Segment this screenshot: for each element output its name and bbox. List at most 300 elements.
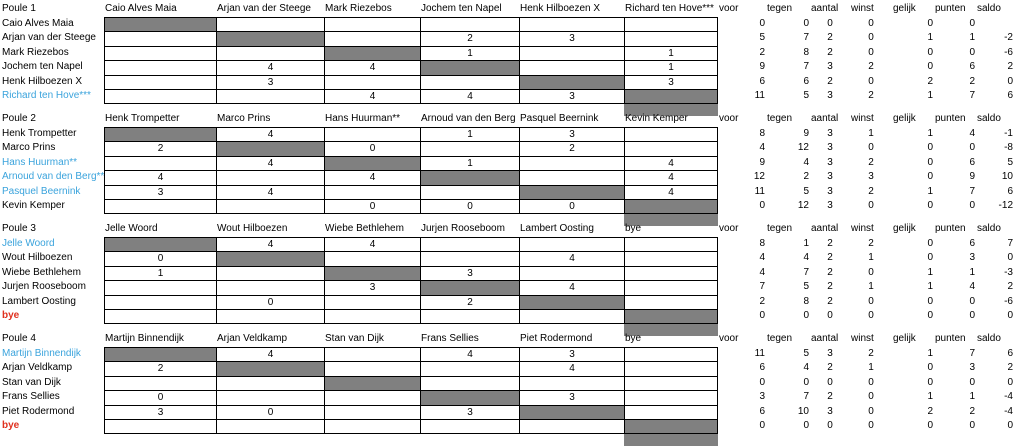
score-cell[interactable]: 2 — [104, 141, 216, 156]
stat-cell[interactable]: 2 — [934, 75, 976, 90]
stat-cell[interactable] — [976, 17, 1014, 32]
stat-cell[interactable]: 0 — [934, 295, 976, 310]
score-cell[interactable] — [624, 127, 718, 142]
score-cell[interactable] — [216, 280, 324, 295]
score-cell[interactable] — [216, 266, 324, 281]
stat-cell[interactable]: -8 — [976, 141, 1014, 156]
score-cell[interactable] — [216, 199, 324, 214]
stat-cell[interactable]: 2 — [850, 156, 892, 171]
self-match-cell[interactable] — [420, 60, 519, 75]
self-match-cell[interactable] — [324, 46, 420, 61]
stat-cell[interactable]: 0 — [892, 309, 934, 324]
stat-header[interactable]: gelijk — [892, 332, 934, 347]
score-cell[interactable]: 3 — [519, 31, 624, 46]
stat-cell[interactable]: 1 — [934, 31, 976, 46]
score-cell[interactable] — [420, 237, 519, 252]
stat-cell[interactable]: 8 — [718, 237, 766, 252]
score-cell[interactable]: 2 — [420, 31, 519, 46]
column-header[interactable]: Wout Hilboezen — [216, 222, 324, 237]
stat-cell[interactable]: -2 — [976, 31, 1014, 46]
self-match-cell[interactable] — [519, 295, 624, 310]
score-cell[interactable] — [324, 295, 420, 310]
score-cell[interactable]: 4 — [420, 89, 519, 104]
score-cell[interactable] — [324, 390, 420, 405]
player-name[interactable]: bye — [0, 419, 104, 434]
score-cell[interactable] — [624, 361, 718, 376]
stat-header[interactable]: winst — [850, 332, 892, 347]
stat-cell[interactable]: 0 — [934, 141, 976, 156]
stat-header[interactable]: tegen — [766, 222, 810, 237]
stat-cell[interactable]: 11 — [718, 185, 766, 200]
player-name[interactable]: bye — [0, 309, 104, 324]
score-cell[interactable]: 1 — [104, 266, 216, 281]
score-cell[interactable]: 3 — [519, 127, 624, 142]
self-match-cell[interactable] — [324, 376, 420, 391]
stat-cell[interactable]: 0 — [976, 419, 1014, 434]
player-name[interactable]: Lambert Oosting — [0, 295, 104, 310]
self-match-cell[interactable] — [104, 237, 216, 252]
stat-cell[interactable]: 0 — [850, 390, 892, 405]
stat-cell[interactable]: -3 — [976, 266, 1014, 281]
pool-title[interactable]: Poule 1 — [0, 2, 104, 17]
score-cell[interactable] — [519, 419, 624, 434]
column-header[interactable]: Wiebe Bethlehem — [324, 222, 420, 237]
score-cell[interactable] — [519, 156, 624, 171]
stat-header[interactable]: tegen — [766, 2, 810, 17]
stat-cell[interactable]: 9 — [934, 170, 976, 185]
stat-cell[interactable]: 10 — [976, 170, 1014, 185]
player-name[interactable]: Wout Hilboezen — [0, 251, 104, 266]
stat-cell[interactable]: 4 — [718, 251, 766, 266]
stat-cell[interactable]: 0 — [718, 376, 766, 391]
score-cell[interactable]: 4 — [216, 156, 324, 171]
score-cell[interactable]: 4 — [519, 361, 624, 376]
stat-cell[interactable]: 5 — [976, 156, 1014, 171]
score-cell[interactable] — [104, 60, 216, 75]
score-cell[interactable] — [324, 361, 420, 376]
score-cell[interactable] — [216, 46, 324, 61]
stat-header[interactable]: tegen — [766, 332, 810, 347]
stat-cell[interactable]: 2 — [976, 280, 1014, 295]
stat-cell[interactable]: 3 — [810, 199, 850, 214]
stat-cell[interactable]: 7 — [934, 347, 976, 362]
score-cell[interactable] — [624, 376, 718, 391]
self-match-cell[interactable] — [519, 75, 624, 90]
score-cell[interactable] — [216, 419, 324, 434]
score-cell[interactable]: 0 — [216, 295, 324, 310]
player-name[interactable]: Arnoud van den Berg** — [0, 170, 104, 185]
score-cell[interactable] — [104, 31, 216, 46]
pool-title[interactable]: Poule 2 — [0, 112, 104, 127]
stat-cell[interactable]: 1 — [850, 251, 892, 266]
stat-cell[interactable]: 1 — [892, 31, 934, 46]
stat-cell[interactable]: 6 — [766, 75, 810, 90]
stat-cell[interactable]: 0 — [976, 251, 1014, 266]
score-cell[interactable] — [624, 31, 718, 46]
stat-cell[interactable]: 3 — [850, 170, 892, 185]
stat-cell[interactable]: 8 — [766, 295, 810, 310]
stat-header[interactable]: saldo — [976, 2, 1014, 17]
score-cell[interactable] — [104, 89, 216, 104]
stat-cell[interactable]: 0 — [850, 46, 892, 61]
stat-cell[interactable]: 3 — [934, 251, 976, 266]
stat-cell[interactable]: 1 — [892, 89, 934, 104]
score-cell[interactable] — [216, 376, 324, 391]
stat-cell[interactable]: 3 — [810, 141, 850, 156]
stat-cell[interactable]: -12 — [976, 199, 1014, 214]
score-cell[interactable] — [519, 17, 624, 32]
self-match-cell[interactable] — [420, 170, 519, 185]
score-cell[interactable] — [104, 376, 216, 391]
stat-header[interactable]: punten — [934, 222, 976, 237]
stat-cell[interactable]: 0 — [810, 309, 850, 324]
stat-cell[interactable]: 5 — [766, 280, 810, 295]
stat-cell[interactable]: 0 — [934, 17, 976, 32]
self-match-cell[interactable] — [519, 185, 624, 200]
score-cell[interactable]: 3 — [519, 347, 624, 362]
score-cell[interactable] — [324, 309, 420, 324]
score-cell[interactable] — [104, 46, 216, 61]
self-match-cell[interactable] — [624, 419, 718, 434]
stat-cell[interactable]: 0 — [934, 46, 976, 61]
stat-cell[interactable]: 5 — [766, 185, 810, 200]
stat-cell[interactable]: 4 — [766, 361, 810, 376]
stat-header[interactable]: aantal — [810, 332, 850, 347]
stat-cell[interactable]: 2 — [810, 251, 850, 266]
player-name[interactable]: Frans Sellies — [0, 390, 104, 405]
score-cell[interactable]: 3 — [104, 185, 216, 200]
stat-cell[interactable]: 4 — [934, 127, 976, 142]
score-cell[interactable] — [420, 251, 519, 266]
stat-cell[interactable]: 0 — [892, 419, 934, 434]
stat-cell[interactable]: 2 — [766, 170, 810, 185]
stat-cell[interactable]: -4 — [976, 405, 1014, 420]
score-cell[interactable]: 3 — [104, 405, 216, 420]
stat-cell[interactable]: 7 — [934, 185, 976, 200]
score-cell[interactable] — [104, 419, 216, 434]
stat-header[interactable]: voor — [718, 2, 766, 17]
stat-cell[interactable]: 2 — [810, 75, 850, 90]
stat-cell[interactable]: 0 — [934, 309, 976, 324]
stat-header[interactable]: voor — [718, 112, 766, 127]
stat-cell[interactable]: 0 — [892, 361, 934, 376]
score-cell[interactable] — [519, 309, 624, 324]
score-cell[interactable]: 4 — [624, 185, 718, 200]
score-cell[interactable]: 4 — [216, 60, 324, 75]
stat-header[interactable]: winst — [850, 112, 892, 127]
score-cell[interactable] — [104, 199, 216, 214]
score-cell[interactable] — [519, 170, 624, 185]
score-cell[interactable]: 2 — [104, 361, 216, 376]
column-header[interactable]: Richard ten Hove*** — [624, 2, 718, 17]
score-cell[interactable]: 4 — [324, 170, 420, 185]
stat-cell[interactable]: 0 — [850, 75, 892, 90]
player-name[interactable]: Piet Rodermond — [0, 405, 104, 420]
stat-cell[interactable]: 1 — [892, 266, 934, 281]
score-cell[interactable]: 1 — [624, 60, 718, 75]
stat-cell[interactable]: 3 — [810, 170, 850, 185]
score-cell[interactable]: 1 — [420, 46, 519, 61]
stat-cell[interactable]: 3 — [810, 347, 850, 362]
stat-cell[interactable]: 3 — [718, 390, 766, 405]
score-cell[interactable]: 4 — [324, 89, 420, 104]
player-name[interactable]: Henk Trompetter — [0, 127, 104, 142]
stat-header[interactable]: punten — [934, 2, 976, 17]
stat-cell[interactable]: 0 — [718, 419, 766, 434]
stat-cell[interactable]: -4 — [976, 390, 1014, 405]
score-cell[interactable]: 0 — [324, 141, 420, 156]
stat-cell[interactable]: 9 — [766, 127, 810, 142]
stat-cell[interactable]: 1 — [892, 280, 934, 295]
stat-cell[interactable]: 0 — [892, 141, 934, 156]
score-cell[interactable] — [420, 309, 519, 324]
column-header[interactable]: Piet Rodermond — [519, 332, 624, 347]
column-header[interactable]: Martijn Binnendijk — [104, 332, 216, 347]
score-cell[interactable]: 1 — [624, 46, 718, 61]
score-cell[interactable] — [624, 237, 718, 252]
score-cell[interactable]: 0 — [420, 199, 519, 214]
score-cell[interactable] — [216, 89, 324, 104]
player-name[interactable]: Martijn Binnendijk — [0, 347, 104, 362]
score-cell[interactable]: 4 — [624, 156, 718, 171]
self-match-cell[interactable] — [104, 17, 216, 32]
score-cell[interactable] — [420, 17, 519, 32]
stat-cell[interactable]: 2 — [810, 46, 850, 61]
stat-cell[interactable]: 2 — [850, 89, 892, 104]
score-cell[interactable]: 0 — [324, 199, 420, 214]
stat-cell[interactable]: 1 — [892, 127, 934, 142]
stat-cell[interactable]: 11 — [718, 347, 766, 362]
score-cell[interactable] — [324, 251, 420, 266]
score-cell[interactable]: 3 — [216, 75, 324, 90]
stat-cell[interactable]: 0 — [850, 295, 892, 310]
score-cell[interactable] — [519, 376, 624, 391]
self-match-cell[interactable] — [104, 127, 216, 142]
self-match-cell[interactable] — [420, 280, 519, 295]
score-cell[interactable]: 4 — [519, 251, 624, 266]
column-header[interactable]: Arjan Veldkamp — [216, 332, 324, 347]
score-cell[interactable]: 3 — [519, 89, 624, 104]
stat-cell[interactable]: 0 — [850, 376, 892, 391]
stat-cell[interactable]: 2 — [850, 347, 892, 362]
self-match-cell[interactable] — [624, 199, 718, 214]
stat-cell[interactable]: 0 — [718, 199, 766, 214]
stat-cell[interactable]: 8 — [718, 127, 766, 142]
column-header[interactable]: Arjan van der Steege — [216, 2, 324, 17]
stat-cell[interactable]: 2 — [976, 361, 1014, 376]
score-cell[interactable]: 3 — [624, 75, 718, 90]
stat-cell[interactable]: 1 — [850, 280, 892, 295]
self-match-cell[interactable] — [519, 405, 624, 420]
stat-cell[interactable]: 4 — [718, 266, 766, 281]
stat-cell[interactable]: 0 — [892, 295, 934, 310]
score-cell[interactable]: 0 — [104, 390, 216, 405]
stat-header[interactable]: gelijk — [892, 2, 934, 17]
player-name[interactable]: Arjan van der Steege — [0, 31, 104, 46]
stat-cell[interactable]: 1 — [934, 390, 976, 405]
stat-cell[interactable]: 6 — [976, 89, 1014, 104]
stat-cell[interactable]: 0 — [850, 266, 892, 281]
score-cell[interactable] — [104, 156, 216, 171]
stat-cell[interactable]: 0 — [976, 75, 1014, 90]
score-cell[interactable] — [624, 390, 718, 405]
score-cell[interactable] — [324, 17, 420, 32]
stat-cell[interactable]: 4 — [718, 141, 766, 156]
score-cell[interactable]: 0 — [104, 251, 216, 266]
score-cell[interactable] — [216, 170, 324, 185]
stat-cell[interactable]: 0 — [766, 376, 810, 391]
stat-cell[interactable]: 6 — [718, 361, 766, 376]
player-name[interactable]: Jelle Woord — [0, 237, 104, 252]
stat-cell[interactable]: 1 — [892, 347, 934, 362]
stat-cell[interactable]: 9 — [718, 156, 766, 171]
stat-cell[interactable]: 2 — [810, 237, 850, 252]
score-cell[interactable]: 4 — [420, 347, 519, 362]
column-header[interactable]: Jelle Woord — [104, 222, 216, 237]
score-cell[interactable] — [104, 309, 216, 324]
stat-cell[interactable]: 0 — [934, 376, 976, 391]
score-cell[interactable]: 4 — [216, 127, 324, 142]
stat-cell[interactable]: 2 — [810, 361, 850, 376]
stat-cell[interactable]: 6 — [718, 405, 766, 420]
stat-cell[interactable]: 12 — [718, 170, 766, 185]
stat-cell[interactable]: 2 — [810, 295, 850, 310]
self-match-cell[interactable] — [420, 390, 519, 405]
stat-cell[interactable]: 2 — [934, 405, 976, 420]
player-name[interactable]: Stan van Dijk — [0, 376, 104, 391]
stat-cell[interactable]: 0 — [892, 251, 934, 266]
score-cell[interactable] — [420, 419, 519, 434]
stat-cell[interactable]: 2 — [810, 390, 850, 405]
stat-cell[interactable]: 5 — [766, 347, 810, 362]
self-match-cell[interactable] — [624, 309, 718, 324]
column-header[interactable]: Henk Hilboezen X — [519, 2, 624, 17]
score-cell[interactable] — [104, 295, 216, 310]
score-cell[interactable] — [420, 141, 519, 156]
score-cell[interactable] — [519, 60, 624, 75]
stat-cell[interactable]: 0 — [934, 419, 976, 434]
score-cell[interactable]: 4 — [216, 237, 324, 252]
stat-cell[interactable]: 0 — [850, 199, 892, 214]
score-cell[interactable] — [624, 266, 718, 281]
score-cell[interactable] — [624, 295, 718, 310]
stat-cell[interactable]: 0 — [892, 376, 934, 391]
score-cell[interactable]: 4 — [519, 280, 624, 295]
stat-cell[interactable]: 0 — [718, 309, 766, 324]
stat-cell[interactable]: 1 — [766, 237, 810, 252]
stat-cell[interactable]: 0 — [976, 376, 1014, 391]
stat-header[interactable]: punten — [934, 112, 976, 127]
column-header[interactable]: Pasquel Beernink — [519, 112, 624, 127]
stat-header[interactable]: aantal — [810, 112, 850, 127]
stat-cell[interactable]: -6 — [976, 295, 1014, 310]
stat-cell[interactable]: 4 — [766, 251, 810, 266]
score-cell[interactable] — [104, 280, 216, 295]
score-cell[interactable]: 0 — [216, 405, 324, 420]
stat-cell[interactable]: 9 — [718, 60, 766, 75]
stat-header[interactable]: saldo — [976, 332, 1014, 347]
stat-cell[interactable]: 10 — [766, 405, 810, 420]
score-cell[interactable] — [324, 419, 420, 434]
stat-cell[interactable]: 2 — [850, 185, 892, 200]
stat-cell[interactable]: 0 — [810, 17, 850, 32]
stat-header[interactable]: gelijk — [892, 112, 934, 127]
stat-cell[interactable]: 3 — [810, 127, 850, 142]
self-match-cell[interactable] — [216, 141, 324, 156]
column-header[interactable]: Hans Huurman** — [324, 112, 420, 127]
self-match-cell[interactable] — [624, 434, 718, 446]
stat-cell[interactable]: 7 — [766, 60, 810, 75]
stat-cell[interactable]: 7 — [766, 266, 810, 281]
self-match-cell[interactable] — [324, 156, 420, 171]
stat-cell[interactable]: -6 — [976, 46, 1014, 61]
score-cell[interactable]: 3 — [519, 390, 624, 405]
score-cell[interactable]: 4 — [624, 170, 718, 185]
self-match-cell[interactable] — [216, 251, 324, 266]
player-name[interactable]: Wiebe Bethlehem — [0, 266, 104, 281]
column-header[interactable]: bye — [624, 332, 718, 347]
player-name[interactable]: Jochem ten Napel — [0, 60, 104, 75]
column-header[interactable]: Arnoud van den Berg — [420, 112, 519, 127]
pool-title[interactable]: Poule 3 — [0, 222, 104, 237]
stat-cell[interactable]: 2 — [892, 75, 934, 90]
column-header[interactable]: bye — [624, 222, 718, 237]
score-cell[interactable] — [216, 17, 324, 32]
stat-cell[interactable]: 0 — [976, 309, 1014, 324]
column-header[interactable]: Jurjen Rooseboom — [420, 222, 519, 237]
stat-cell[interactable]: 3 — [810, 185, 850, 200]
column-header[interactable]: Stan van Dijk — [324, 332, 420, 347]
stat-cell[interactable]: 1 — [934, 266, 976, 281]
score-cell[interactable] — [624, 280, 718, 295]
score-cell[interactable] — [216, 390, 324, 405]
stat-cell[interactable]: 7 — [976, 237, 1014, 252]
column-header[interactable]: Caio Alves Maia — [104, 2, 216, 17]
stat-header[interactable]: voor — [718, 332, 766, 347]
stat-cell[interactable]: 6 — [718, 75, 766, 90]
stat-cell[interactable]: 5 — [718, 31, 766, 46]
stat-cell[interactable]: 2 — [810, 280, 850, 295]
stat-cell[interactable]: 7 — [766, 31, 810, 46]
stat-cell[interactable]: 2 — [718, 46, 766, 61]
stat-cell[interactable]: 0 — [766, 309, 810, 324]
stat-cell[interactable]: 0 — [850, 17, 892, 32]
self-match-cell[interactable] — [216, 361, 324, 376]
stat-header[interactable]: saldo — [976, 222, 1014, 237]
score-cell[interactable] — [324, 347, 420, 362]
stat-header[interactable]: voor — [718, 222, 766, 237]
stat-cell[interactable]: 4 — [766, 156, 810, 171]
stat-cell[interactable]: 1 — [892, 390, 934, 405]
stat-cell[interactable]: 2 — [718, 295, 766, 310]
score-cell[interactable] — [624, 17, 718, 32]
stat-cell[interactable]: 2 — [892, 405, 934, 420]
score-cell[interactable] — [624, 251, 718, 266]
player-name[interactable]: Kevin Kemper — [0, 199, 104, 214]
player-name[interactable]: Henk Hilboezen X — [0, 75, 104, 90]
stat-cell[interactable]: 0 — [850, 405, 892, 420]
score-cell[interactable] — [324, 31, 420, 46]
player-name[interactable]: Pasquel Beernink — [0, 185, 104, 200]
score-cell[interactable] — [420, 376, 519, 391]
score-cell[interactable]: 4 — [216, 347, 324, 362]
score-cell[interactable]: 3 — [420, 405, 519, 420]
stat-cell[interactable]: 0 — [892, 156, 934, 171]
self-match-cell[interactable] — [216, 31, 324, 46]
stat-cell[interactable]: 0 — [892, 46, 934, 61]
stat-cell[interactable]: 2 — [810, 266, 850, 281]
stat-cell[interactable]: 0 — [766, 17, 810, 32]
